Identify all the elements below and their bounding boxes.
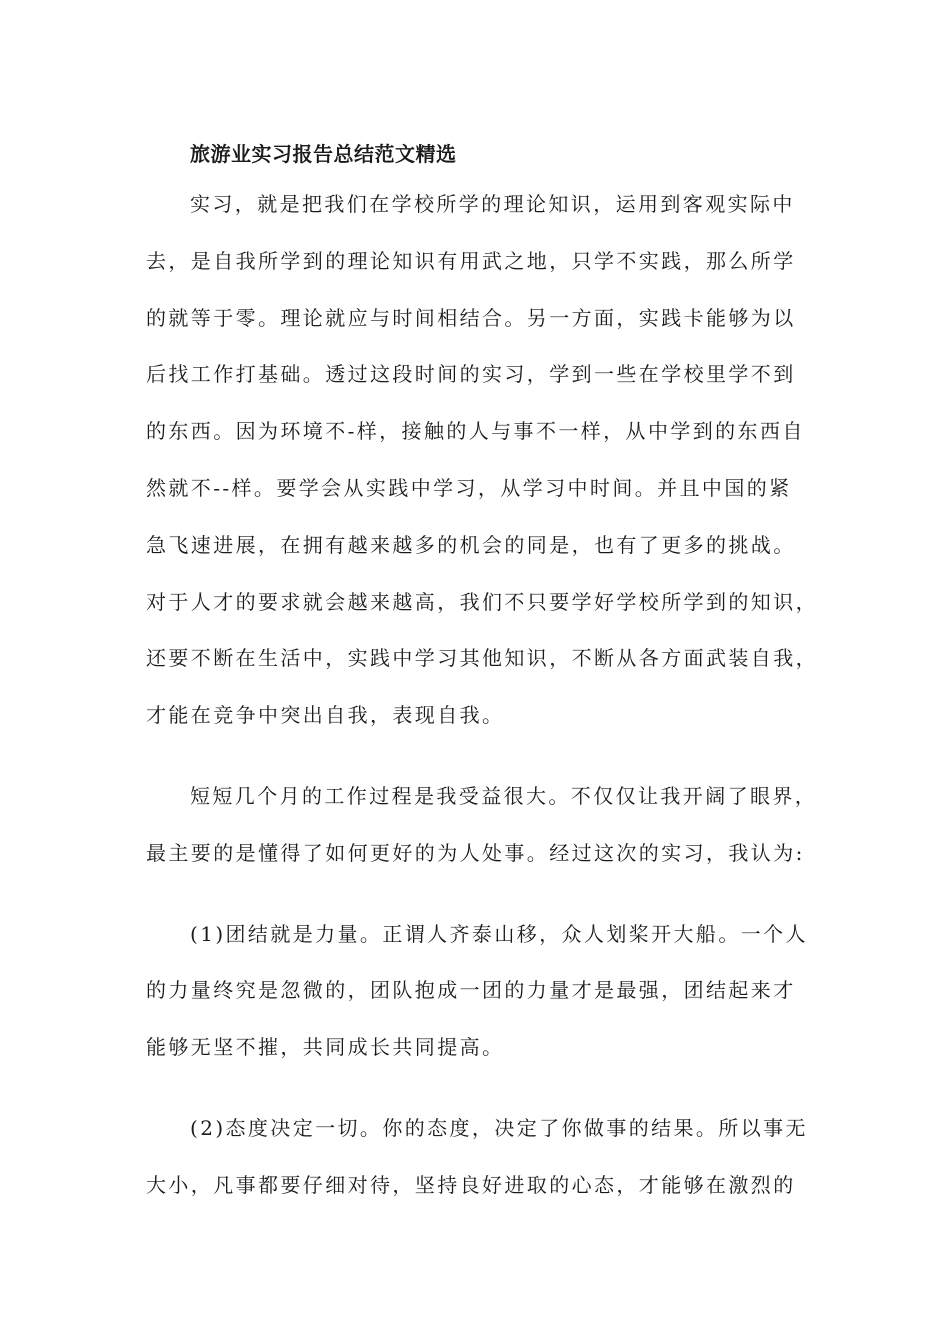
paragraph-1 [146, 176, 826, 744]
text-line: 后找工作打基础。透过这段时间的实习，学到一些在学校里学不到 [146, 362, 796, 387]
paragraph-2 [146, 768, 826, 882]
text-line: 的东西。因为环境不-样，接触的人与事不一样，从中学到的东西自 [146, 419, 805, 444]
document-title: 旅游业实习报告总结范文精选 [190, 142, 457, 166]
text-line: 才能在竞争中突出自我，表现自我。 [146, 703, 505, 728]
text-line: 然就不--样。要学会从实践中学习，从学习中时间。并且中国的紧 [146, 475, 792, 500]
text-line: 实习，就是把我们在学校所学的理论知识，运用到客观实际中 [190, 192, 795, 216]
paragraph-4 [146, 1100, 826, 1214]
text-line: 能够无坚不摧，共同成长共同提高。 [146, 1035, 505, 1060]
text-line: 还要不断在生活中，实践中学习其他知识，不断从各方面武装自我， [146, 646, 818, 671]
text-line: (2)态度决定一切。你的态度，决定了你做事的结果。所以事无 [190, 1115, 808, 1140]
text-line: 对于人才的要求就会越来越高，我们不只要学好学校所学到的知识， [146, 589, 818, 614]
text-line: 最主要的是懂得了如何更好的为人处事。经过这次的实习，我认为: [146, 840, 805, 865]
text-line: 的就等于零。理论就应与时间相结合。另一方面，实践卡能够为以 [146, 305, 796, 330]
text-line: 大小，凡事都要仔细对待，坚持良好进取的心态，才能够在激烈的 [146, 1172, 796, 1197]
paragraph-spacer [146, 1076, 826, 1100]
text-line: 的力量终究是忽微的，团队抱成一团的力量才是最强，团结起来才 [146, 978, 796, 1003]
paragraph-3 [146, 906, 826, 1076]
paragraph-spacer [146, 882, 826, 906]
text-line: (1)团结就是力量。正谓人齐泰山移，众人划桨开大船。一个人 [190, 921, 808, 946]
paragraph-spacer [146, 744, 826, 768]
text-line: 去，是自我所学到的理论知识有用武之地，只学不实践，那么所学 [146, 248, 796, 273]
document-body [146, 176, 826, 1214]
text-line: 急飞速进展，在拥有越来越多的机会的同是，也有了更多的挑战。 [146, 532, 796, 557]
text-line: 短短几个月的工作过程是我受益很大。不仅仅让我开阔了眼界， [190, 783, 818, 808]
